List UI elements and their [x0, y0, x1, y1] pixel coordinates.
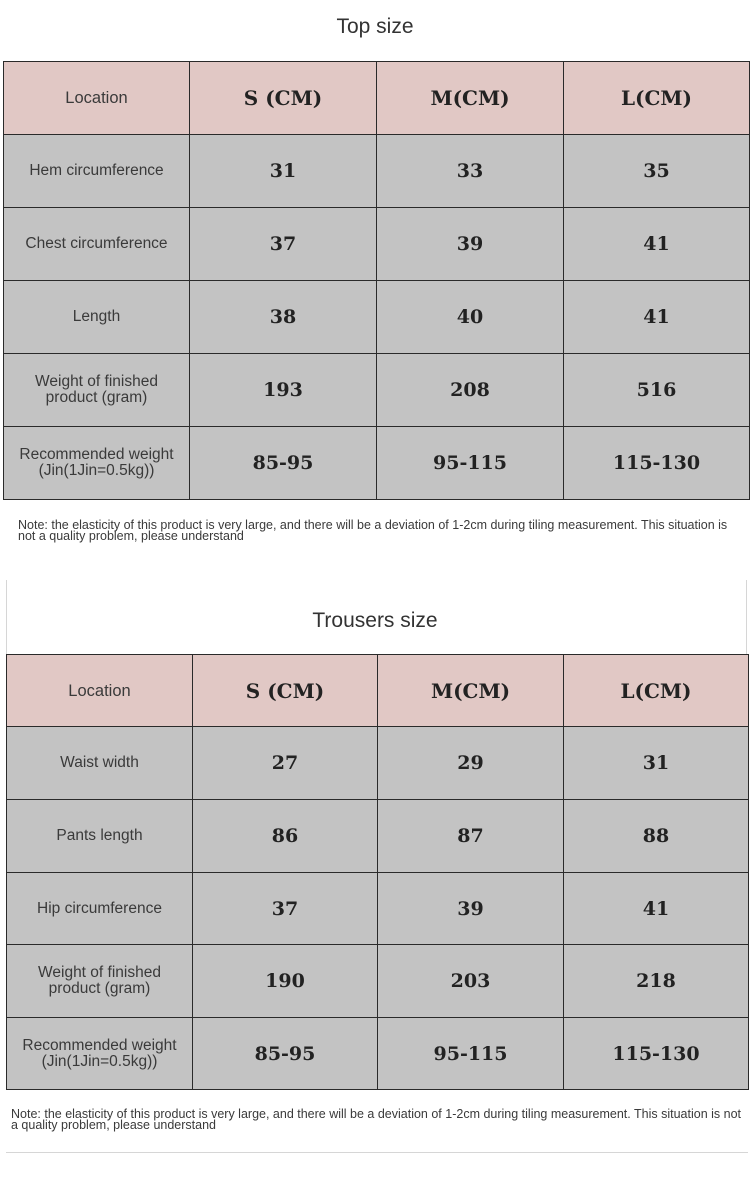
row-label: Chest circumference	[4, 208, 190, 281]
header-size-s: S (CM)	[193, 655, 378, 727]
row-label: Hem circumference	[4, 135, 190, 208]
top-size-note: Note: the elasticity of this product is very large, and there will be a deviation of 1-2cm during tiling measurement. This situation is not a quality problem, please understand	[18, 518, 728, 543]
table-row	[7, 873, 749, 945]
value-s: 31	[190, 135, 377, 208]
value-m: 39	[377, 208, 564, 281]
header-size-m: M(CM)	[378, 655, 564, 727]
value-m: 29	[378, 727, 564, 800]
header-size-m: M(CM)	[377, 62, 564, 135]
table-row	[7, 945, 749, 1018]
value-l: 218	[564, 945, 749, 1018]
table-row	[4, 427, 750, 500]
value-l: 516	[564, 354, 750, 427]
header-location: Location	[7, 655, 193, 727]
value-m: 33	[377, 135, 564, 208]
top-size-title: Top size	[336, 15, 414, 38]
row-label: Length	[4, 281, 190, 354]
value-s: 193	[190, 354, 377, 427]
table-row	[7, 800, 749, 873]
header-size-l: L(CM)	[564, 655, 749, 727]
header-size-s: S (CM)	[190, 62, 377, 135]
row-label: Weight of finished product (gram)	[7, 945, 193, 1018]
value-s: 86	[193, 800, 378, 873]
top-size-table	[3, 61, 750, 500]
value-s: 37	[193, 873, 378, 945]
value-l: 41	[564, 873, 749, 945]
value-s: 27	[193, 727, 378, 800]
value-m: 95-115	[378, 1018, 564, 1090]
row-label: Weight of finished product (gram)	[4, 354, 190, 427]
row-label: Recommended weight (Jin(1Jin=0.5kg))	[7, 1018, 193, 1090]
value-l: 35	[564, 135, 750, 208]
value-s: 190	[193, 945, 378, 1018]
row-label: Pants length	[7, 800, 193, 873]
table-row	[4, 208, 750, 281]
table-row	[4, 281, 750, 354]
value-m: 95-115	[377, 427, 564, 500]
table-header-row	[4, 62, 750, 135]
value-m: 87	[378, 800, 564, 873]
row-label: Recommended weight (Jin(1Jin=0.5kg))	[4, 427, 190, 500]
value-l: 88	[564, 800, 749, 873]
divider	[6, 1152, 748, 1153]
value-m: 203	[378, 945, 564, 1018]
value-l: 115-130	[564, 427, 750, 500]
header-size-l: L(CM)	[564, 62, 750, 135]
value-l: 41	[564, 281, 750, 354]
trousers-size-title: Trousers size	[312, 609, 438, 632]
value-m: 40	[377, 281, 564, 354]
header-location: Location	[4, 62, 190, 135]
value-s: 38	[190, 281, 377, 354]
trousers-size-note: Note: the elasticity of this product is very large, and there will be a deviation of 1-2cm during tiling measurement. This situation is not a quality problem, please understand	[11, 1107, 741, 1132]
table-row	[4, 354, 750, 427]
table-row	[7, 727, 749, 800]
row-label: Waist width	[7, 727, 193, 800]
trousers-size-table	[6, 654, 749, 1090]
table-row	[7, 1018, 749, 1090]
value-s: 37	[190, 208, 377, 281]
row-label: Hip circumference	[7, 873, 193, 945]
value-m: 208	[377, 354, 564, 427]
table-row	[4, 135, 750, 208]
value-l: 31	[564, 727, 749, 800]
table-header-row	[7, 655, 749, 727]
value-l: 41	[564, 208, 750, 281]
value-l: 115-130	[564, 1018, 749, 1090]
value-m: 39	[378, 873, 564, 945]
value-s: 85-95	[190, 427, 377, 500]
value-s: 85-95	[193, 1018, 378, 1090]
